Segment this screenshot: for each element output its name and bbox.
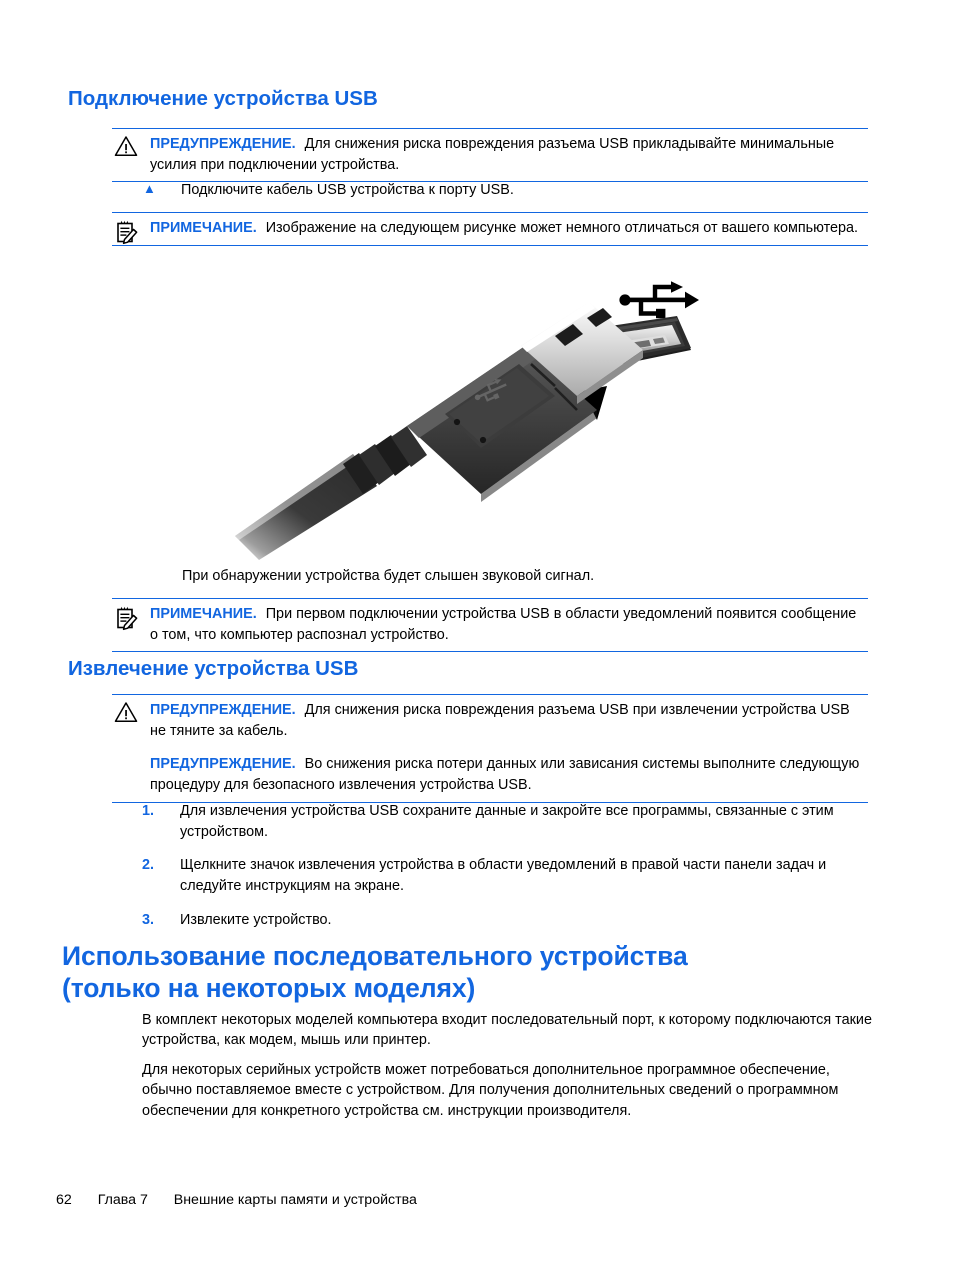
page-footer <box>56 1192 417 1208</box>
note-label: ПРИМЕЧАНИЕ. <box>150 220 257 236</box>
caution-text-remove-cable <box>150 700 868 741</box>
list-item <box>142 910 868 931</box>
note-label: ПРИМЕЧАНИЕ. <box>150 606 257 622</box>
caution-body: Во снижения риска потери данных или зависания системы выполните следующую процедуру для безопасного извлечения устройства USB. <box>150 756 860 794</box>
section-title-remove-usb <box>68 656 888 682</box>
warning-triangle-icon <box>114 701 142 727</box>
step-number: 1. <box>142 803 155 819</box>
note-text-figure-disclaimer <box>150 218 868 239</box>
step-number: 2. <box>142 857 155 874</box>
procedure-step-text: Подключите кабель USB устройства к порту USB. <box>181 182 514 198</box>
footer-page-number: 62 <box>56 1192 72 1208</box>
heading-remove-usb-device: Извлечение устройства USB <box>68 657 359 680</box>
note-clipboard-icon <box>114 219 142 245</box>
list-item <box>142 801 868 842</box>
figure-caption-beep: При обнаружении устройства будет слышен звуковой сигнал. <box>182 568 595 584</box>
note-clipboard-icon <box>114 605 142 631</box>
heading-serial-device-line1: Использование последовательного устройства <box>62 941 688 971</box>
caution-label: ПРЕДУПРЕЖДЕНИЕ. <box>150 756 296 773</box>
heading-serial-device-line2: (только на некоторых моделях) <box>62 973 476 1004</box>
removal-procedure-list <box>142 801 868 931</box>
caution-text-connect <box>150 134 868 175</box>
step-number: 3. <box>142 911 155 928</box>
page-title-connect-usb <box>68 86 888 112</box>
caution-box-remove <box>112 694 868 803</box>
step-text: Щелкните значок извлечения устройства в области уведомлений в правой части панели задач и следуйте инструкциям на экране. <box>180 857 827 895</box>
triangle-bullet-icon: ▲ <box>143 181 156 196</box>
usb-trident-icon <box>619 281 699 318</box>
list-item <box>142 855 868 896</box>
step-text: Извлеките устройство. <box>180 911 332 928</box>
footer-chapter-title: Внешние карты памяти и устройства <box>173 1192 417 1208</box>
footer-chapter: Глава 7 <box>97 1192 148 1208</box>
usb-connection-figure <box>142 268 868 568</box>
section-title-serial-device <box>62 940 888 1005</box>
note-body: При первом подключении устройства USB в области уведомлений появится сообщение о том, что компьютер распознал устройство. <box>150 606 857 643</box>
paragraph-serial-port-intro: В комплект некоторых моделей компьютера входит последовательный порт, к которому подключаются такие устройства, как модем, мышь или принтер. <box>142 1012 872 1049</box>
caution-box-connect <box>112 128 868 182</box>
warning-triangle-icon <box>114 135 142 161</box>
paragraph-serial-software: Для некоторых серийных устройств может потребоваться дополнительное программное обеспечение, обычно поставляемое вместе с устройством. Для получения дополнительных сведений о программном обеспечении для конкретного устройства см. инструкции производителя. <box>142 1062 839 1119</box>
note-text-first-connection <box>150 604 868 645</box>
caution-body: Для снижения риска повреждения разъема USB при извлечении устройства USB не тяните за кабель. <box>150 702 850 739</box>
note-box-figure-disclaimer <box>112 212 868 246</box>
caution-label: ПРЕДУПРЕЖДЕНИЕ. <box>150 136 296 152</box>
caution-body: Для снижения риска повреждения разъема USB прикладывайте минимальные усилия при подключении устройства. <box>150 136 835 173</box>
note-body: Изображение на следующем рисунке может немного отличаться от вашего компьютера. <box>265 220 859 236</box>
caution-label: ПРЕДУПРЕЖДЕНИЕ. <box>150 702 296 718</box>
usb-cable-plug-into-port-illustration <box>225 268 785 568</box>
heading-connect-usb-device: Подключение устройства USB <box>68 87 378 110</box>
procedure-step-connect-cable <box>142 180 868 201</box>
note-box-first-connection <box>112 598 868 652</box>
caution-text-safe-removal <box>150 754 868 795</box>
step-text: Для извлечения устройства USB сохраните данные и закройте все программы, связанные с этим устройством. <box>180 803 834 840</box>
